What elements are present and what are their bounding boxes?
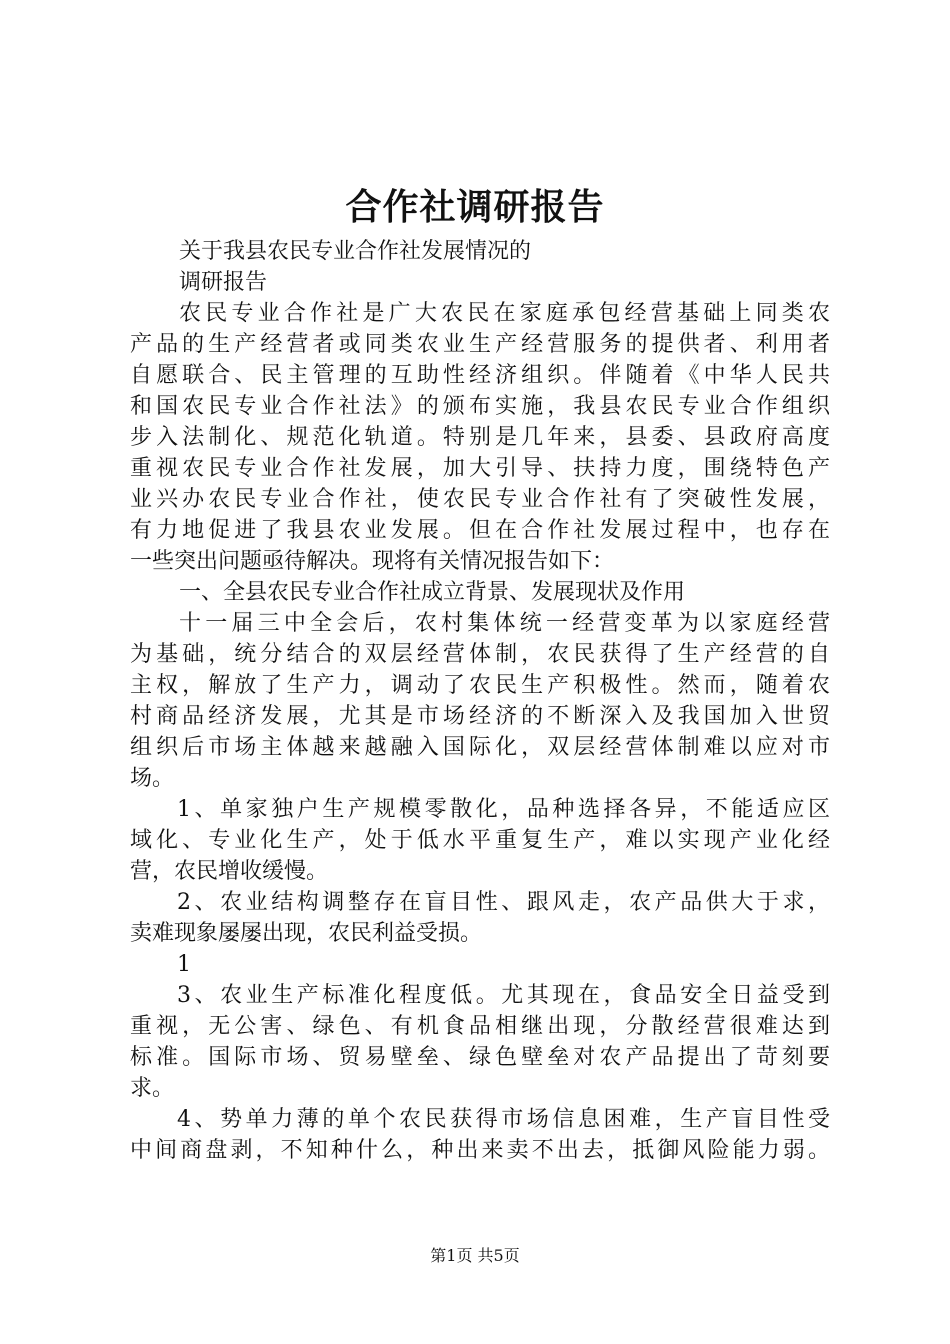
document-body (130, 236, 830, 1166)
paragraph-line: 卖难现象屡屡出现，农民利益受损。 (130, 921, 483, 946)
paragraph-line: 2、农业结构调整存在盲目性、跟风走，农产品供大于求， (177, 890, 830, 915)
subtitle-line: 关于我县农民专业合作社发展情况的 (179, 239, 532, 264)
paragraph-line: 自愿联合、民主管理的互助性经济组织。伴随着《中华人民共 (130, 363, 830, 388)
paragraph-line: 中间商盘剥，不知种什么，种出来卖不出去，抵御风险能力弱。 (130, 1138, 830, 1163)
paragraph-line: 产品的生产经营者或同类农业生产经营服务的提供者、利用者 (130, 332, 830, 357)
document-title: 合作社调研报告 (345, 187, 605, 228)
paragraph-line: 农民专业合作社是广大农民在家庭承包经营基础上同类农 (179, 301, 830, 326)
paragraph-line: 步入法制化、规范化轨道。特别是几年来，县委、县政府高度 (130, 425, 830, 450)
paragraph-line: 标准。国际市场、贸易壁垒、绿色壁垒对农产品提出了苛刻要 (130, 1045, 830, 1070)
paragraph-line: 重视农民专业合作社发展，加大引导、扶持力度，围绕特色产 (130, 456, 830, 481)
paragraph-line: 和国农民专业合作社法》的颁布实施，我县农民专业合作组织 (130, 394, 830, 419)
inline-page-number: 1 (177, 952, 191, 977)
paragraph-line: 村商品经济发展，尤其是市场经济的不断深入及我国加入世贸 (130, 704, 830, 729)
paragraph-line: 一些突出问题亟待解决。现将有关情况报告如下： (130, 549, 615, 574)
page-footer: 第1页 共5页 (430, 1246, 520, 1265)
paragraph-line: 为基础，统分结合的双层经营体制，农民获得了生产经营的自 (130, 642, 830, 667)
paragraph-line: 4、势单力薄的单个农民获得市场信息困难，生产盲目性受 (177, 1107, 830, 1132)
paragraph-line: 十一届三中全会后，农村集体统一经营变革为以家庭经营 (179, 611, 830, 636)
paragraph-line: 1、单家独户生产规模零散化，品种选择各异，不能适应区 (177, 797, 830, 822)
subtitle-line: 调研报告 (179, 270, 268, 295)
paragraph-line: 场。 (130, 766, 175, 791)
paragraph-line: 求。 (130, 1076, 175, 1101)
paragraph-line: 3、农业生产标准化程度低。尤其现在，食品安全日益受到 (177, 983, 830, 1008)
paragraph-line: 有力地促进了我县农业发展。但在合作社发展过程中，也存在 (130, 518, 830, 543)
paragraph-line: 组织后市场主体越来越融入国际化，双层经营体制难以应对市 (130, 735, 830, 760)
paragraph-line: 主权，解放了生产力，调动了农民生产积极性。然而，随着农 (130, 673, 830, 698)
paragraph-line: 域化、专业化生产，处于低水平重复生产，难以实现产业化经 (130, 828, 830, 853)
paragraph-line: 业兴办农民专业合作社，使农民专业合作社有了突破性发展， (130, 487, 830, 512)
paragraph-line: 重视，无公害、绿色、有机食品相继出现，分散经营很难达到 (130, 1014, 830, 1039)
section-heading: 一、全县农民专业合作社成立背景、发展现状及作用 (179, 580, 686, 605)
paragraph-line: 营，农民增收缓慢。 (130, 859, 329, 884)
